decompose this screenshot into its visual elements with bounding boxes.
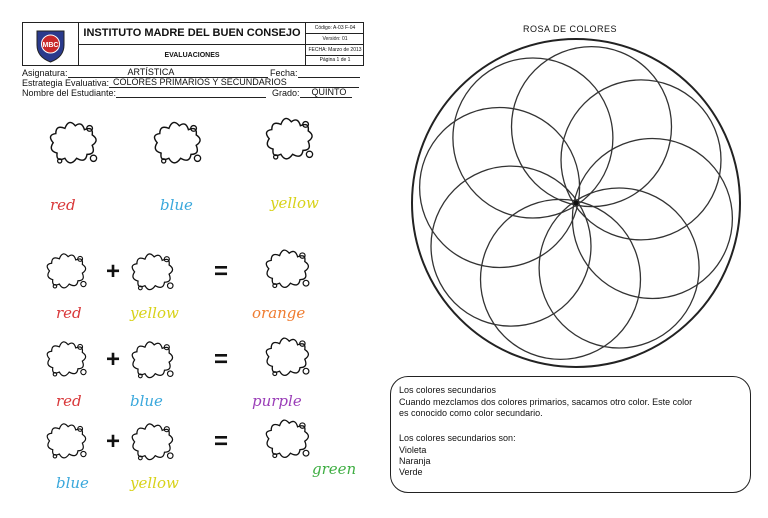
- student-label: Nombre del Estudiante:: [22, 88, 117, 98]
- info-line-1: Cuando mezclamos dos colores primarios, sacamos otro color. Este color: [399, 397, 693, 407]
- date-label: Fecha:: [270, 68, 298, 78]
- institution-name: INSTITUTO MADRE DEL BUEN CONSEJO: [79, 23, 306, 45]
- paint-splat-icon: [128, 338, 178, 384]
- strategy-row: [22, 78, 359, 88]
- doc-version: Versión: 01: [306, 34, 364, 45]
- equation-color-b: yellow: [130, 304, 179, 322]
- doc-page: Página 1 de 1: [319, 57, 351, 63]
- paint-splat-icon: [46, 118, 102, 170]
- color-rose-diagram: [406, 38, 746, 378]
- paint-splat-icon: [262, 416, 314, 464]
- equation-color-a: blue: [56, 474, 89, 492]
- equation-result-color: orange: [252, 304, 306, 322]
- paint-splat-icon: [262, 334, 314, 382]
- equation-result-color: green: [312, 460, 357, 478]
- equation-color-b: yellow: [130, 474, 179, 492]
- grade-value-field[interactable]: [300, 88, 352, 98]
- strategy-label: Estrategia Evaluativa:: [22, 78, 110, 88]
- rose-petal-circle: [481, 199, 641, 359]
- school-logo: [23, 23, 79, 65]
- grade-label: Grado:: [272, 88, 300, 98]
- rose-petal-circle: [420, 108, 580, 268]
- equals-sign: =: [214, 258, 229, 285]
- plus-sign: +: [106, 428, 121, 455]
- subject-label: Asignatura:: [22, 68, 68, 78]
- paint-splat-icon: [44, 420, 90, 464]
- grade-row: [272, 88, 352, 98]
- doc-code: Código: A-03 F-04: [306, 23, 364, 34]
- equals-sign: =: [214, 346, 229, 373]
- document-header: [22, 22, 364, 66]
- subject-value: ARTÍSTICA: [127, 67, 175, 77]
- rose-petal-circle: [512, 47, 672, 207]
- document-subtitle: EVALUACIONES: [79, 45, 306, 65]
- equation-color-b: blue: [130, 392, 163, 410]
- paint-splat-icon: [44, 250, 90, 294]
- info-line-2: es conocido como color secundario.: [399, 408, 543, 418]
- rose-center: [574, 201, 579, 206]
- equation-color-a: red: [56, 304, 82, 322]
- date-field[interactable]: [298, 68, 360, 78]
- paint-splat-icon: [44, 338, 90, 382]
- student-name-field[interactable]: [116, 88, 266, 98]
- info-item-verde: Verde: [399, 467, 423, 477]
- doc-date: FECHA: Marzo de 2013: [306, 45, 364, 56]
- rose-petal-circle: [572, 139, 732, 299]
- logo-text: MBC: [42, 42, 59, 49]
- equals-sign: =: [214, 428, 229, 455]
- primary-color-word: yellow: [270, 194, 319, 212]
- rosa-title: ROSA DE COLORES: [522, 24, 618, 34]
- paint-splat-icon: [150, 118, 206, 170]
- info-item-naranja: Naranja: [399, 456, 431, 466]
- plus-sign: +: [106, 346, 121, 373]
- info-item-violeta: Violeta: [399, 445, 427, 455]
- paint-splat-icon: [128, 250, 178, 296]
- equation-color-a: red: [56, 392, 82, 410]
- primary-color-word: red: [50, 196, 76, 214]
- paint-splat-icon: [262, 114, 318, 166]
- paint-splat-icon: [128, 420, 178, 466]
- strategy-value: COLORES PRIMARIOS Y SECUNDARIOS: [113, 77, 287, 87]
- plus-sign: +: [106, 258, 121, 285]
- secondary-colors-info-box: [390, 376, 751, 493]
- info-heading: Los colores secundarios: [399, 385, 497, 395]
- primary-color-word: blue: [160, 196, 193, 214]
- grade-value: QUINTO: [311, 87, 347, 97]
- info-list-heading: Los colores secundarios son:: [399, 433, 516, 443]
- equation-result-color: purple: [252, 392, 302, 410]
- student-row: [22, 88, 266, 98]
- paint-splat-icon: [262, 246, 314, 294]
